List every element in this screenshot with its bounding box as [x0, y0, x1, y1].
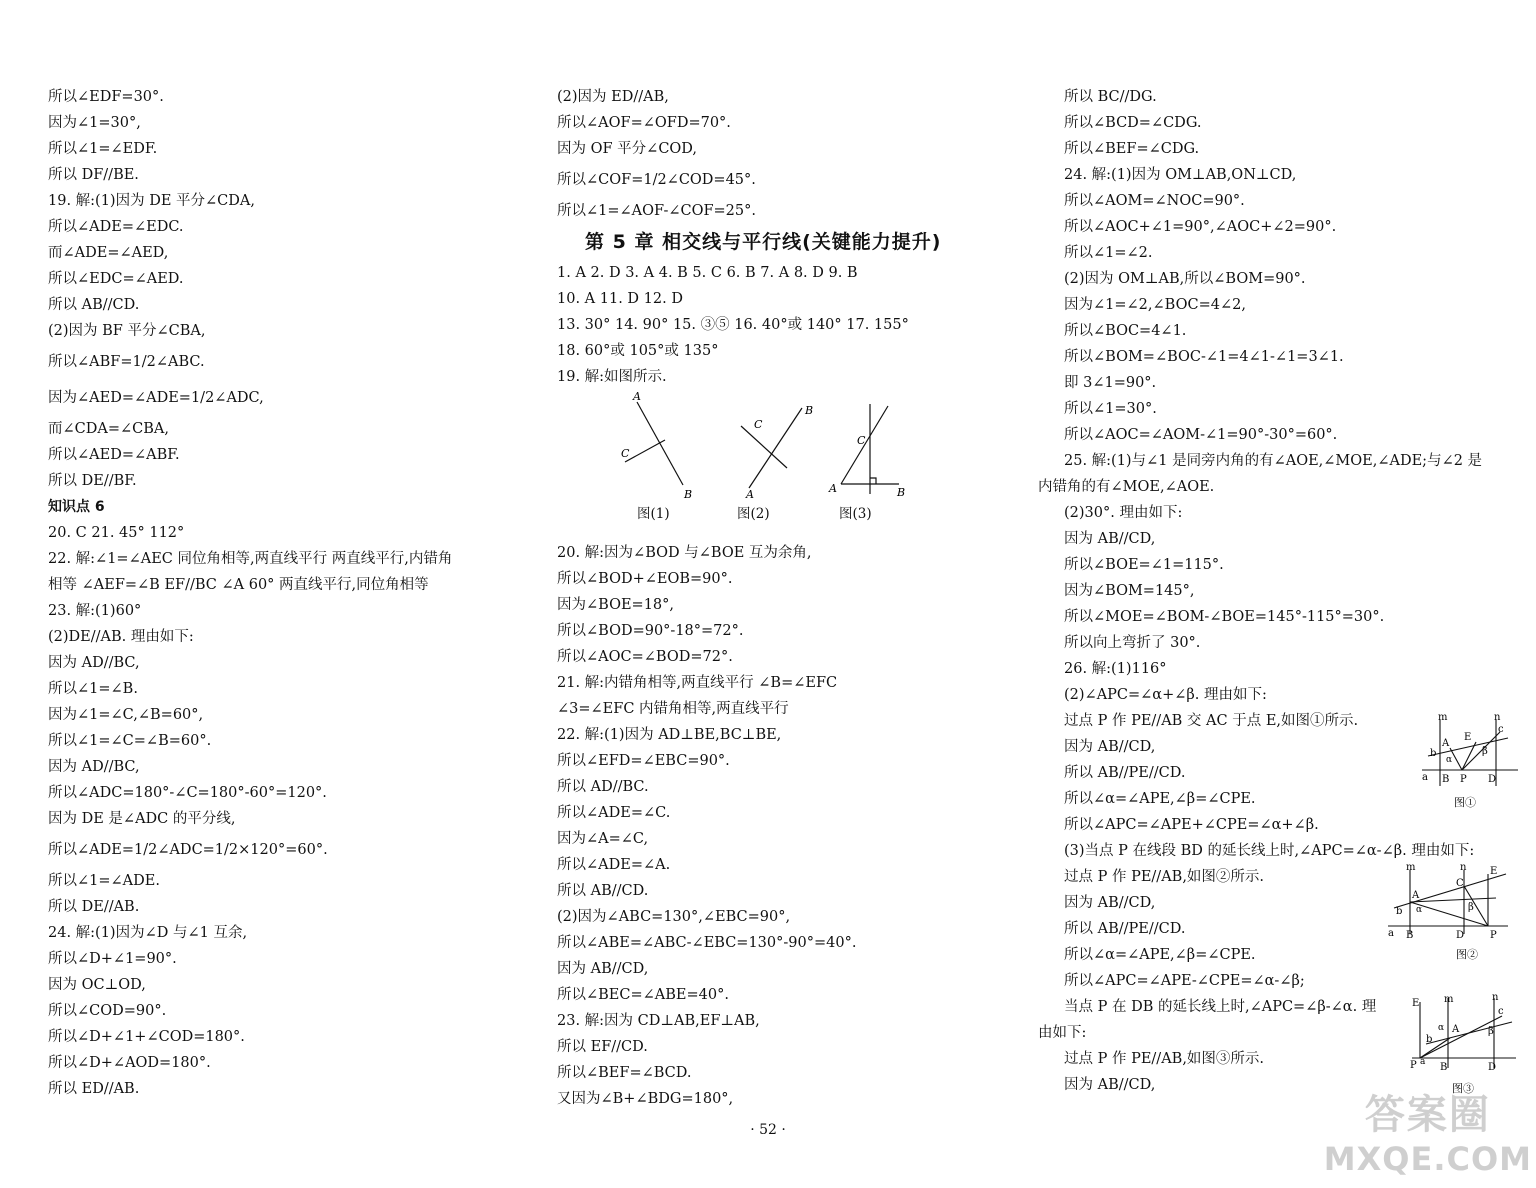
- text-line: ∠3=∠EFC 内错角相等,两直线平行: [557, 701, 789, 717]
- m2-label-beta: β: [1468, 902, 1474, 913]
- text-line: 所以 EF//CD.: [557, 1039, 648, 1055]
- figure-1-caption: 图(1): [637, 506, 670, 522]
- text-line: (2)DE//AB. 理由如下:: [48, 629, 194, 645]
- fig2-label-b: B: [805, 404, 814, 417]
- m3-label-c: c: [1498, 1006, 1504, 1017]
- question-19: 19. 解:如图所示.: [557, 369, 667, 385]
- text-line: 所以∠APC=∠APE-∠CPE=∠α-∠β;: [1064, 973, 1305, 989]
- text-line: 所以∠BEF=∠BCD.: [557, 1065, 692, 1081]
- m2-label-n: n: [1460, 862, 1467, 873]
- fig1-label-a: A: [633, 390, 641, 403]
- text-line: 所以∠AOC=∠AOM-∠1=90°-30°=60°.: [1064, 427, 1338, 443]
- text-line: 所以∠α=∠APE,∠β=∠CPE.: [1064, 947, 1256, 963]
- m1-label-a: A: [1442, 738, 1450, 749]
- text-line: (2)因为∠ABC=130°,∠EBC=90°,: [557, 909, 791, 925]
- m3-label-beta: β: [1488, 1026, 1494, 1037]
- m1-label-c: c: [1498, 724, 1504, 735]
- m1-label-d: D: [1488, 774, 1497, 785]
- text-line: 所以∠1=∠C=∠B=60°.: [48, 733, 212, 749]
- text-line: 所以∠ADE=∠C.: [557, 805, 671, 821]
- text-line: 所以∠AOC=∠BOD=72°.: [557, 649, 733, 665]
- m1-label-a-line: a: [1422, 772, 1428, 783]
- question-23: 23. 解:因为 CD⊥AB,EF⊥AB,: [557, 1013, 760, 1029]
- figure-3-caption: 图(3): [839, 506, 872, 522]
- m3-label-b-point: B: [1440, 1062, 1448, 1073]
- text-line: 所以∠ADC=180°-∠C=180°-60°=120°.: [48, 785, 327, 801]
- m1-label-beta: β: [1482, 746, 1488, 757]
- m2-label-alpha: α: [1416, 905, 1423, 915]
- text-line: 所以∠BOC=4∠1.: [1064, 323, 1187, 339]
- fig1-label-c: C: [621, 447, 630, 460]
- text-line: 因为∠1=∠2,∠BOC=4∠2,: [1064, 297, 1246, 313]
- text-line: 所以∠BCD=∠CDG.: [1064, 115, 1202, 131]
- text-line: 所以∠D+∠1=90°.: [48, 951, 177, 967]
- text-line: 所以∠AOF=∠OFD=70°.: [557, 115, 731, 131]
- question-23: 23. 解:(1)60°: [48, 603, 142, 619]
- perpendicular-figures: [557, 390, 997, 540]
- m2-label-a: A: [1412, 890, 1420, 901]
- question-22: 22. 解:∠1=∠AEC 同位角相等,两直线平行 两直线平行,内错角: [48, 551, 453, 567]
- m1-label-e: E: [1464, 732, 1472, 743]
- m3-label-d: D: [1488, 1062, 1497, 1073]
- text-line: 相等 ∠AEF=∠B EF//BC ∠A 60° 两直线平行,同位角相等: [48, 577, 429, 593]
- m1-label-m: m: [1438, 712, 1448, 723]
- text-line: (2)因为 BF 平分∠CBA,: [48, 323, 206, 339]
- text-line: 过点 P 作 PE//AB,如图②所示.: [1064, 869, 1265, 885]
- figures-row: [557, 390, 997, 540]
- text-line: (2)因为 OM⊥AB,所以∠BOM=90°.: [1064, 271, 1306, 287]
- m3-label-n: n: [1492, 994, 1499, 1003]
- page-number: · 52 ·: [750, 1122, 786, 1138]
- m2-label-b-point: B: [1406, 930, 1414, 941]
- text-line: 所以∠ADE=1/2∠ADC=1/2×120°=60°.: [48, 842, 328, 858]
- text-line: 所以∠1=30°.: [1064, 401, 1157, 417]
- text-line: 因为 OC⊥OD,: [48, 977, 146, 993]
- text-line: 即 3∠1=90°.: [1064, 375, 1157, 391]
- text-line: 因为∠1=30°,: [48, 115, 141, 131]
- text-line: 所以∠AOC+∠1=90°,∠AOC+∠2=90°.: [1064, 219, 1337, 235]
- text-line: 所以∠MOE=∠BOM-∠BOE=145°-115°=30°.: [1064, 609, 1385, 625]
- text-line: (2)30°. 理由如下:: [1064, 505, 1183, 521]
- text-line: 所以∠D+∠1+∠COD=180°.: [48, 1029, 245, 1045]
- m2-label-p: P: [1490, 930, 1497, 941]
- text-line: 所以∠ABE=∠ABC-∠EBC=130°-90°=40°.: [557, 935, 857, 951]
- text-line: 所以∠EDC=∠AED.: [48, 271, 184, 287]
- text-line: 因为 AB//CD,: [557, 961, 649, 977]
- text-line: 所以 ED//AB.: [48, 1081, 140, 1097]
- answer-line: 13. 30° 14. 90° 15. ③⑤ 16. 40°或 140° 17. 155°: [557, 317, 909, 333]
- question-25: 25. 解:(1)与∠1 是同旁内角的有∠AOE,∠MOE,∠ADE;与∠2 是: [1064, 453, 1483, 469]
- text-line: 所以∠1=∠AOF-∠COF=25°.: [557, 203, 756, 219]
- text-line: 所以∠α=∠APE,∠β=∠CPE.: [1064, 791, 1256, 807]
- text-line: 又因为∠B+∠BDG=180°,: [557, 1091, 734, 1107]
- text-line: 所以∠BOD+∠EOB=90°.: [557, 571, 733, 587]
- section-heading: 知识点 6: [48, 499, 105, 515]
- watermark-text: 答案圈: [1364, 1092, 1491, 1138]
- fig2-label-a: A: [746, 488, 754, 501]
- text-line: 因为 AB//CD,: [1064, 739, 1156, 755]
- text-line: 当点 P 在 DB 的延长线上时,∠APC=∠β-∠α. 理: [1064, 999, 1377, 1015]
- answer-line: 1. A 2. D 3. A 4. B 5. C 6. B 7. A 8. D 9. B: [557, 265, 858, 281]
- text-line: 所以∠ADE=∠A.: [557, 857, 671, 873]
- text-line: 因为 AD//BC,: [48, 655, 140, 671]
- text-line: 因为 AD//BC,: [48, 759, 140, 775]
- question-24: 24. 解:(1)因为 OM⊥AB,ON⊥CD,: [1064, 167, 1297, 183]
- watermark-logo: [1324, 1083, 1532, 1178]
- text-line: (3)当点 P 在线段 BD 的延长线上时,∠APC=∠α-∠β. 理由如下:: [1064, 843, 1475, 859]
- text-line: 由如下:: [1038, 1025, 1087, 1041]
- text-line: 所以 DE//BF.: [48, 473, 137, 489]
- text-line: (2)因为 ED//AB,: [557, 89, 669, 105]
- text-line: 所以∠AED=∠ABF.: [48, 447, 180, 463]
- text-line: (2)∠APC=∠α+∠β. 理由如下:: [1064, 687, 1267, 703]
- m3-label-a: A: [1452, 1024, 1460, 1035]
- fig3-label-c: C: [857, 434, 866, 447]
- fig2-label-c: C: [754, 418, 763, 431]
- text-line: 所以 AB//PE//CD.: [1064, 921, 1186, 937]
- middle-column: [557, 84, 997, 1112]
- text-line: 所以∠COD=90°.: [48, 1003, 167, 1019]
- question-21: 21. 解:内错角相等,两直线平行 ∠B=∠EFC: [557, 675, 838, 691]
- mini-figure-1: [1418, 712, 1520, 810]
- text-line: 因为 DE 是∠ADC 的平分线,: [48, 811, 236, 827]
- text-line: 所以∠D+∠AOD=180°.: [48, 1055, 211, 1071]
- figure-3: [841, 404, 899, 494]
- text-line: 所以∠BOD=90°-18°=72°.: [557, 623, 744, 639]
- fig1-label-b: B: [684, 488, 693, 501]
- text-line: 所以∠AOM=∠NOC=90°.: [1064, 193, 1245, 209]
- text-line: 所以∠BEC=∠ABE=40°.: [557, 987, 729, 1003]
- text-line: 过点 P 作 PE//AB,如图③所示.: [1064, 1051, 1265, 1067]
- text-line: 而∠CDA=∠CBA,: [48, 421, 169, 437]
- answer-line: 18. 60°或 105°或 135°: [557, 343, 719, 359]
- text-line: 内错角的有∠MOE,∠AOE.: [1038, 479, 1215, 495]
- text-line: 所以∠BOE=∠1=115°.: [1064, 557, 1224, 573]
- text-line: 过点 P 作 PE//AB 交 AC 于点 E,如图①所示.: [1064, 713, 1359, 729]
- left-column: [48, 84, 518, 1102]
- text-line: 所以 DF//BE.: [48, 167, 139, 183]
- text-line: 因为∠A=∠C,: [557, 831, 649, 847]
- mini-figure-2-caption: 图②: [1456, 948, 1478, 961]
- text-line: 而∠ADE=∠AED,: [48, 245, 169, 261]
- text-line: 所以 BC//DG.: [1064, 89, 1157, 105]
- text-line: 因为∠AED=∠ADE=1/2∠ADC,: [48, 390, 264, 406]
- question-19: 19. 解:(1)因为 DE 平分∠CDA,: [48, 193, 255, 209]
- m2-label-b: b: [1396, 906, 1403, 917]
- text-line: 所以 AB//PE//CD.: [1064, 765, 1186, 781]
- figure-2-caption: 图(2): [737, 506, 770, 522]
- question-26: 26. 解:(1)116°: [1064, 661, 1167, 677]
- text-line: 因为∠BOM=145°,: [1064, 583, 1195, 599]
- text-line: 所以 AB//CD.: [557, 883, 649, 899]
- text-line: 所以 AB//CD.: [48, 297, 140, 313]
- m3-label-a-line: a: [1420, 1057, 1426, 1067]
- text-line: 因为 AB//CD,: [1064, 531, 1156, 547]
- fig3-label-b: B: [897, 486, 906, 499]
- text-line: 所以∠1=∠EDF.: [48, 141, 158, 157]
- question-20: 20. 解:因为∠BOD 与∠BOE 互为余角,: [557, 545, 812, 561]
- text-line: 因为 AB//CD,: [1064, 1077, 1156, 1093]
- text-line: 因为 AB//CD,: [1064, 895, 1156, 911]
- m1-label-alpha: α: [1446, 755, 1453, 765]
- text-line: 所以向上弯折了 30°.: [1064, 635, 1201, 651]
- figure-2: [741, 408, 802, 488]
- mini-figure-1-caption: 图①: [1454, 796, 1476, 809]
- text-line: 所以∠1=∠B.: [48, 681, 138, 697]
- m3-label-p: P: [1410, 1060, 1417, 1071]
- answer-line: 20. C 21. 45° 112°: [48, 525, 185, 541]
- question-24: 24. 解:(1)因为∠D 与∠1 互余,: [48, 925, 248, 941]
- m3-label-alpha: α: [1438, 1023, 1445, 1033]
- text-line: 所以∠BOM=∠BOC-∠1=4∠1-∠1=3∠1.: [1064, 349, 1344, 365]
- m2-label-d: D: [1456, 930, 1465, 941]
- m1-label-b: b: [1430, 748, 1437, 759]
- fig3-label-a: A: [829, 482, 837, 495]
- m3-label-e: E: [1412, 998, 1420, 1009]
- m1-label-p: P: [1460, 774, 1467, 785]
- text-line: 所以 DE//AB.: [48, 899, 140, 915]
- watermark-url: MXQE.COM: [1323, 1140, 1532, 1178]
- text-line: 所以∠ADE=∠EDC.: [48, 219, 184, 235]
- m3-label-m: m: [1444, 994, 1454, 1005]
- m1-label-n: n: [1494, 712, 1501, 723]
- figure-1: [625, 402, 683, 485]
- text-line: 所以 AD//BC.: [557, 779, 649, 795]
- mini-figure-2: [1384, 862, 1520, 962]
- m2-label-m: m: [1406, 862, 1416, 873]
- chapter-title: 第 5 章 相交线与平行线(关键能力提升): [585, 231, 942, 253]
- m2-label-c: C: [1456, 878, 1464, 889]
- m3-label-b: b: [1426, 1034, 1433, 1045]
- text-line: 所以∠EDF=30°.: [48, 89, 164, 105]
- m2-label-a-line: a: [1388, 928, 1394, 939]
- text-line: 因为 OF 平分∠COD,: [557, 141, 698, 157]
- text-line: 所以∠1=∠ADE.: [48, 873, 160, 889]
- text-line: 所以∠BEF=∠CDG.: [1064, 141, 1200, 157]
- text-line: 所以∠COF=1/2∠COD=45°.: [557, 172, 756, 188]
- text-line: 所以∠EFD=∠EBC=90°.: [557, 753, 730, 769]
- answer-line: 10. A 11. D 12. D: [557, 291, 683, 307]
- text-line: 所以∠ABF=1/2∠ABC.: [48, 354, 205, 370]
- m1-label-b-point: B: [1442, 774, 1450, 785]
- question-22: 22. 解:(1)因为 AD⊥BE,BC⊥BE,: [557, 727, 782, 743]
- text-line: 因为∠BOE=18°,: [557, 597, 675, 613]
- text-line: 所以∠APC=∠APE+∠CPE=∠α+∠β.: [1064, 817, 1319, 833]
- text-line: 所以∠1=∠2.: [1064, 245, 1153, 261]
- m2-label-e: E: [1490, 866, 1498, 877]
- mini-figure-3-caption: 图③: [1452, 1082, 1474, 1095]
- text-line: 因为∠1=∠C,∠B=60°,: [48, 707, 204, 723]
